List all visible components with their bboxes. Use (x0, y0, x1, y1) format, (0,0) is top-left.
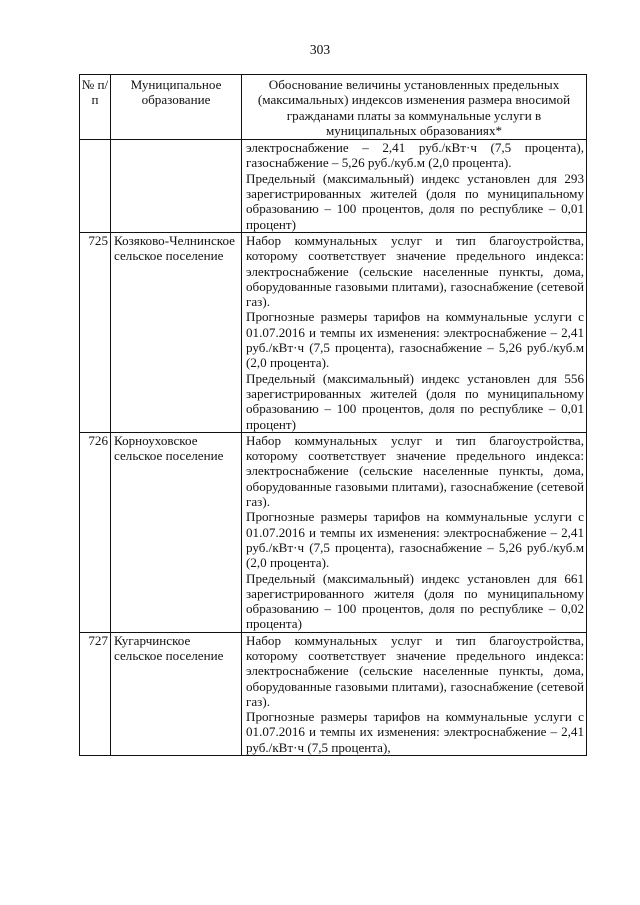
table-header-row (80, 75, 587, 140)
header-justification: Обоснование величины установленных предельных (максимальных) индексов изменения размера вносимой гражданами платы за коммунальные услуги в муниципальных образованиях* (242, 75, 587, 140)
justification-paragraph: электроснабжение – 2,41 руб./кВт·ч (7,5 процента), газоснабжение – 5,26 руб./куб.м (2,0 процента). (246, 140, 584, 171)
justification-paragraph: Набор коммунальных услуг и тип благоустройства, которому соответствует значение предельного индекса: электроснабжение (сельские населенные пункты, дома, оборудованные газовыми плитами), газоснабжение (сетевой газ). (246, 632, 584, 709)
tariff-index-table (79, 74, 587, 756)
table-row (80, 232, 587, 432)
municipality-name: Корноуховское сельское поселение (111, 432, 242, 632)
justification-paragraph: Прогнозные размеры тарифов на коммунальные услуги с 01.07.2016 и темпы их изменения: электроснабжение – 2,41 руб./кВт·ч (7,5 процента), газоснабжение – 5,26 руб./куб.м (2,0 процента). (246, 309, 584, 371)
row-number (80, 140, 111, 233)
row-number: 727 (80, 632, 111, 755)
justification-cell (242, 632, 587, 755)
row-number: 726 (80, 432, 111, 632)
header-municipality: Муниципальное образование (111, 75, 242, 140)
justification-paragraph: Предельный (максимальный) индекс установлен для 293 зарегистрированных жителей (доля по муниципальному образованию – 100 процентов, доля по республике – 0,01 процент) (246, 170, 584, 232)
row-number: 725 (80, 232, 111, 432)
justification-paragraph: Предельный (максимальный) индекс установлен для 661 зарегистрированного жителя (доля по муниципальному образованию – 100 процентов, доля по республике – 0,02 процента) (246, 570, 584, 632)
justification-cell (242, 232, 587, 432)
justification-paragraph: Предельный (максимальный) индекс установлен для 556 зарегистрированных жителей (доля по муниципальному образованию – 100 процентов, доля по республике – 0,01 процент) (246, 370, 584, 432)
header-num: № п/п (80, 75, 111, 140)
justification-paragraph: Прогнозные размеры тарифов на коммунальные услуги с 01.07.2016 и темпы их изменения: электроснабжение – 2,41 руб./кВт·ч (7,5 процента), (246, 709, 584, 755)
table-row (80, 140, 587, 233)
justification-cell (242, 432, 587, 632)
municipality-name (111, 140, 242, 233)
table-row (80, 632, 587, 755)
justification-cell (242, 140, 587, 233)
municipality-name: Кугарчинское сельское поселение (111, 632, 242, 755)
municipality-name: Козяково-Челнинское сельское поселение (111, 232, 242, 432)
table-row (80, 432, 587, 632)
justification-paragraph: Набор коммунальных услуг и тип благоустройства, которому соответствует значение предельного индекса: электроснабжение (сельские населенные пункты, дома, оборудованные газовыми плитами), газоснабжение (сетевой газ). (246, 432, 584, 510)
justification-paragraph: Прогнозные размеры тарифов на коммунальные услуги с 01.07.2016 и темпы их изменения: электроснабжение – 2,41 руб./кВт·ч (7,5 процента), газоснабжение – 5,26 руб./куб.м (2,0 процента). (246, 509, 584, 571)
page-number: 303 (309, 42, 331, 57)
justification-paragraph: Набор коммунальных услуг и тип благоустройства, которому соответствует значение предельного индекса: электроснабжение (сельские населенные пункты, дома, оборудованные газовыми плитами), газоснабжение (сетевой газ). (246, 232, 584, 310)
